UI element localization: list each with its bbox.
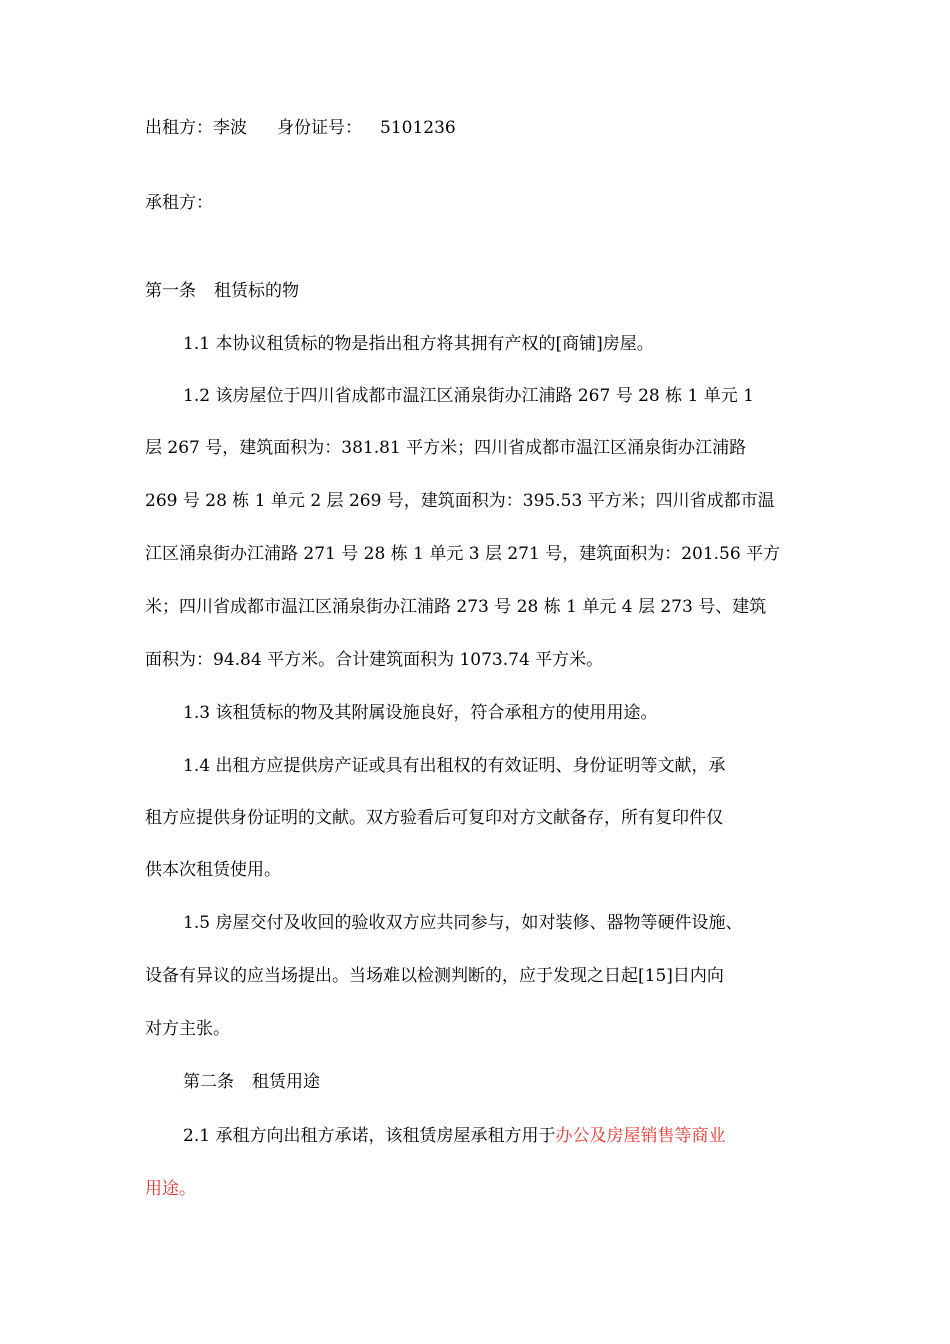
- article1-number: 第一条: [145, 281, 196, 301]
- lessor-label: 出租方：李波: [145, 118, 247, 138]
- clause-1-2-line-4: 江区涌泉街办江浦路 271 号 28 栋 1 单元 3 层 271 号，建筑面积为：201.56 平方: [145, 544, 781, 564]
- clause-2-1-highlight: 办公及房屋销售等商业: [555, 1126, 726, 1146]
- clause-1-3: 1.3 该租赁标的物及其附属设施良好，符合承租方的使用用途。: [183, 703, 658, 723]
- clause-1-4-line-2: 租方应提供身份证明的文献。双方验看后可复印对方文献备存，所有复印件仅: [145, 808, 723, 828]
- clause-1-5-line-2: 设备有异议的应当场提出。当场难以检测判断的，应于发现之日起[15]日内向: [145, 966, 724, 986]
- clause-1-2-line-3: 269 号 28 栋 1 单元 2 层 269 号，建筑面积为：395.53 平方米；四川省成都市温: [145, 491, 775, 511]
- clause-1-4-line-1: 1.4 出租方应提供房产证或具有出租权的有效证明、身份证明等文献，承: [183, 756, 726, 776]
- clause-1-4-line-3: 供本次租赁使用。: [145, 860, 281, 880]
- article2-title: 租赁用途: [252, 1072, 320, 1092]
- article2-heading: [183, 1071, 320, 1093]
- clause-1-1: 1.1 本协议租赁标的物是指出租方将其拥有产权的[商铺]房屋。: [183, 334, 654, 354]
- id-value: 5101236: [380, 118, 456, 138]
- clause-1-5-line-3: 对方主张。: [145, 1019, 230, 1039]
- clause-1-5-line-1: 1.5 房屋交付及收回的验收双方应共同参与，如对装修、器物等硬件设施、: [183, 913, 743, 933]
- article1-heading: [145, 280, 299, 302]
- clause-1-2-line-6: 面积为：94.84 平方米。合计建筑面积为 1073.74 平方米。: [145, 650, 604, 670]
- article2-number: 第二条: [183, 1072, 234, 1092]
- clause-1-2-line-2: 层 267 号，建筑面积为：381.81 平方米；四川省成都市温江区涌泉街办江浦路: [145, 438, 747, 458]
- lessor-line: [145, 117, 456, 139]
- clause-1-2-line-5: 米；四川省成都市温江区涌泉街办江浦路 273 号 28 栋 1 单元 4 层 273 号、建筑: [145, 597, 767, 617]
- clause-2-1-line-2: 用途。: [145, 1179, 196, 1199]
- clause-1-2-line-1: 1.2 该房屋位于四川省成都市温江区涌泉街办江浦路 267 号 28 栋 1 单元 1: [183, 386, 754, 406]
- article1-title: 租赁标的物: [214, 281, 299, 301]
- clause-2-1-text: 2.1 承租方向出租方承诺，该租赁房屋承租方用于: [183, 1126, 556, 1146]
- lessee-line: 承租方：: [145, 193, 213, 213]
- clause-2-1-line-1: [183, 1125, 725, 1147]
- id-label: 身份证号：: [277, 118, 362, 138]
